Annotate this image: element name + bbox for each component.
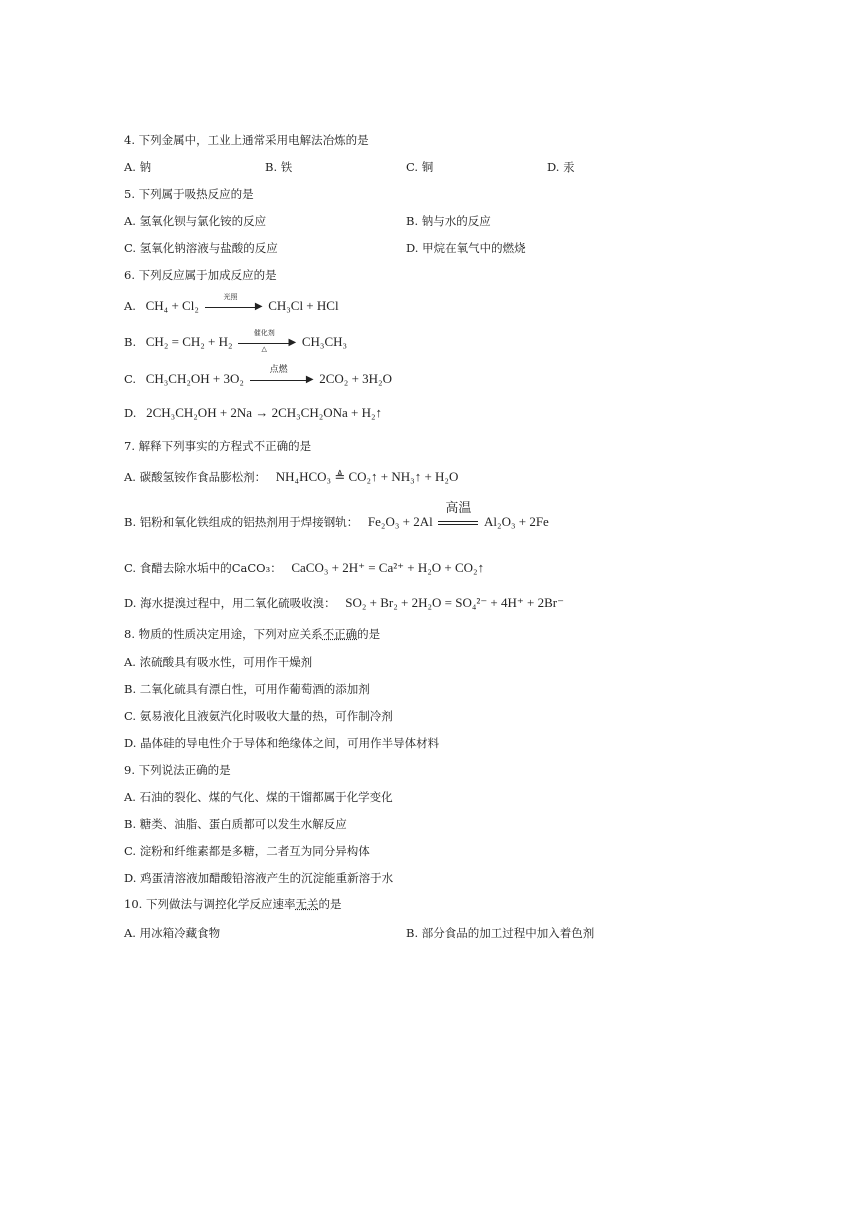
reaction-condition: 点燃 — [269, 365, 288, 375]
q10-stem-pre: 10. 下列做法与调控化学反应速率 — [124, 897, 296, 911]
q4-option-d: D. 汞 — [547, 160, 575, 174]
q7-option-c — [124, 560, 484, 576]
q8-option-d: D. 晶体硅的导电性介于导体和绝缘体之间，可用作半导体材料 — [124, 736, 440, 750]
reaction-condition: 光照 — [223, 293, 238, 301]
q8-stem-post: 的是 — [357, 627, 381, 641]
option-label: A. — [124, 299, 136, 313]
q8-stem-emphasis: 不正确 — [322, 627, 358, 641]
q10-stem-post: 的是 — [318, 897, 342, 911]
q8-option-a: A. 浓硫酸具有吸水性，可用作干燥剂 — [124, 655, 313, 669]
q6-option-b — [124, 329, 348, 353]
option-text: A. 碳酸氢铵作食品膨松剂： — [124, 470, 267, 484]
q10-stem-emphasis: 无关 — [295, 897, 319, 911]
equation-left: CH₄ + Cl₂ — [145, 298, 199, 313]
reaction-arrow-icon: 催化剂 ▶ △ — [238, 338, 296, 348]
equation-left: CH₂ = CH₂ + H₂ — [145, 334, 233, 349]
equation: CaCO₃ + 2H⁺ = Ca²⁺ + H₂O + CO₂↑ — [291, 560, 485, 575]
equation: 2CH₃CH₂OH + 2Na → 2CH₃CH₂ONa + H₂↑ — [146, 405, 383, 420]
q7-option-a — [124, 469, 458, 485]
q7-option-b — [124, 501, 549, 530]
reaction-arrow-icon: 光照 ▶ — [205, 302, 263, 312]
option-text: B. 铝粉和氧化铁组成的铝热剂用于焊接钢轨： — [124, 515, 359, 529]
option-text: D. 海水提溴过程中，用二氧化硫吸收溴： — [124, 596, 336, 610]
q6-option-d — [124, 405, 382, 421]
option-label: C. — [124, 372, 137, 386]
q9-stem: 9. 下列说法正确的是 — [124, 763, 231, 777]
q10-option-b: B. 部分食品的加工过程中加入着色剂 — [406, 926, 595, 940]
q4-option-b: B. 铁 — [265, 160, 293, 174]
q9-option-b: B. 糖类、油脂、蛋白质都可以发生水解反应 — [124, 817, 347, 831]
equation-right: 2CO₂ + 3H₂O — [319, 371, 392, 386]
equation: NH₄HCO₃ ≜ CO₂↑ + NH₃↑ + H₂O — [275, 469, 459, 484]
equation-right: CH₃CH₃ — [301, 334, 348, 349]
option-text: C. 食醋去除水垢中的CaCO₃： — [124, 561, 282, 575]
q5-stem: 5. 下列属于吸热反应的是 — [124, 187, 254, 201]
q8-option-b: B. 二氧化硫具有漂白性，可用作葡萄酒的添加剂 — [124, 682, 370, 696]
equation-left: CH₃CH₂OH + 3O₂ — [145, 371, 244, 386]
q8-stem — [124, 626, 380, 642]
q8-stem-pre: 8. 物质的性质决定用途，下列对应关系 — [124, 627, 323, 641]
q5-option-c: C. 氢氧化钠溶液与盐酸的反应 — [124, 241, 278, 255]
equation: SO₂ + Br₂ + 2H₂O = SO₄²⁻ + 4H⁺ + 2Br⁻ — [345, 595, 564, 610]
option-label: D. — [124, 406, 137, 420]
q6-option-a — [124, 293, 339, 314]
reaction-condition: 催化剂 — [253, 329, 275, 337]
option-label: B. — [124, 335, 137, 349]
reaction-condition: 高温 — [445, 501, 472, 516]
equation-right: CH₃Cl + HCl — [268, 298, 339, 313]
q5-option-b: B. 钠与水的反应 — [406, 214, 491, 228]
q6-option-c — [124, 365, 392, 387]
q6-stem: 6. 下列反应属于加成反应的是 — [124, 268, 277, 282]
q5-option-a: A. 氢氧化钡与氯化铵的反应 — [124, 214, 267, 228]
q10-stem — [124, 896, 341, 912]
q7-option-d — [124, 595, 564, 611]
q9-option-c: C. 淀粉和纤维素都是多糖，二者互为同分异构体 — [124, 844, 370, 858]
q4-option-a: A. 钠 — [124, 160, 152, 174]
reaction-equals-icon — [438, 501, 478, 529]
equation-right: Al₂O₃ + 2Fe — [484, 514, 549, 529]
q4-stem: 4. 下列金属中，工业上通常采用电解法冶炼的是 — [124, 133, 369, 147]
q7-stem: 7. 解释下列事实的方程式不正确的是 — [124, 439, 312, 453]
reaction-arrow-icon: 点燃 ▶ — [250, 375, 314, 385]
q10-option-a: A. 用冰箱冷藏食物 — [124, 926, 221, 940]
q8-option-c: C. 氨易液化且液氨汽化时吸收大量的热，可作制冷剂 — [124, 709, 393, 723]
q9-option-d: D. 鸡蛋清溶液加醋酸铅溶液产生的沉淀能重新溶于水 — [124, 871, 394, 885]
reaction-condition-heat: △ — [261, 345, 267, 353]
q4-option-c: C. 铜 — [406, 160, 434, 174]
equation-left: Fe₂O₃ + 2Al — [367, 514, 433, 529]
q5-option-d: D. 甲烷在氧气中的燃烧 — [406, 241, 526, 255]
q9-option-a: A. 石油的裂化、煤的气化、煤的干馏都属于化学变化 — [124, 790, 393, 804]
